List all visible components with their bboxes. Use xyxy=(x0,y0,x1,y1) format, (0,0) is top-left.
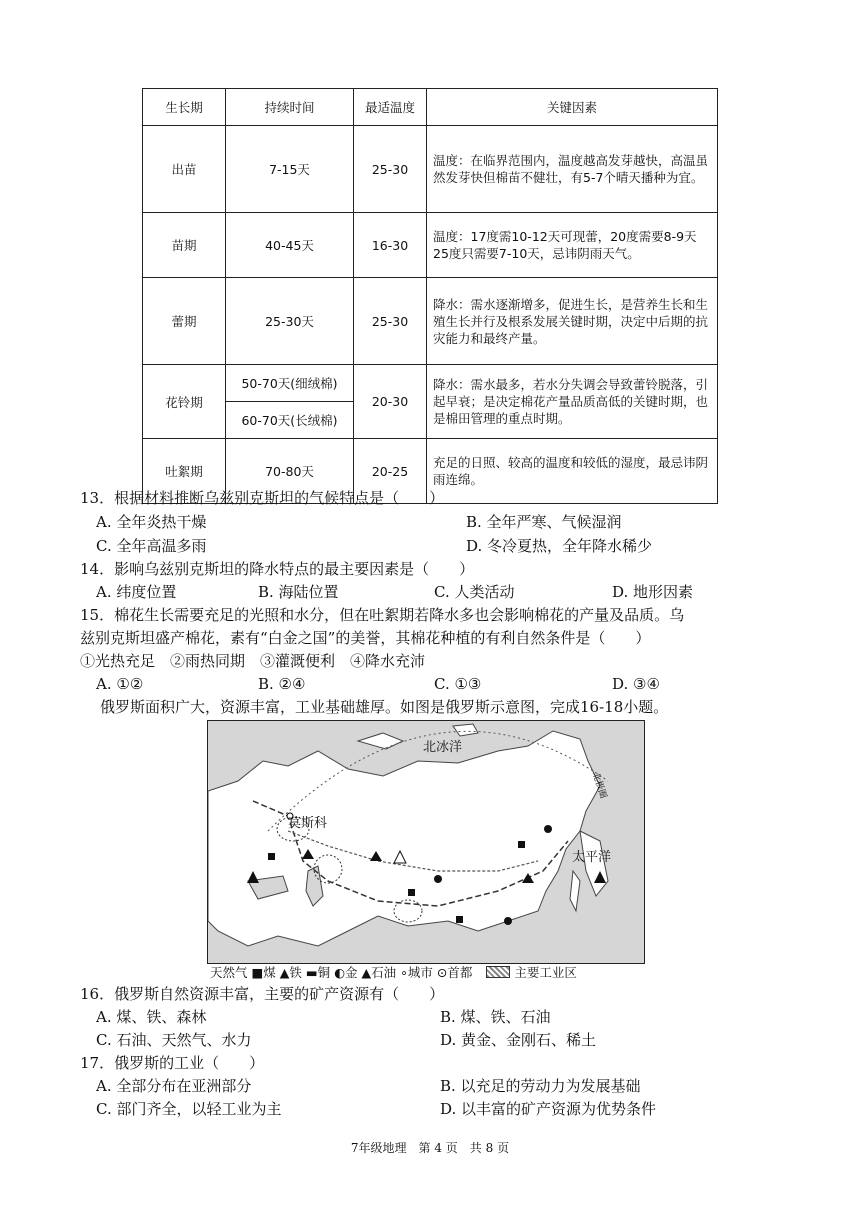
temp-cell: 25-30 xyxy=(354,278,427,365)
q16-option-a[interactable]: A. 煤、铁、森林 xyxy=(96,1008,207,1026)
q14-option-b[interactable]: B. 海陆位置 xyxy=(258,583,339,601)
q15-option-c[interactable]: C. ①③ xyxy=(434,675,482,693)
q15-option-b[interactable]: B. ②④ xyxy=(258,675,306,693)
q16-option-d[interactable]: D. 黄金、金刚石、稀土 xyxy=(440,1031,597,1049)
q17-option-b[interactable]: B. 以充足的劳动力为发展基础 xyxy=(440,1077,641,1095)
table-row xyxy=(143,126,718,213)
table-header-row xyxy=(143,89,718,126)
factor-cell: 温度：在临界范围内，温度越高发芽越快，高温虽然发芽快但棉苗不健壮，有5-7个晴天播种为宜。 xyxy=(427,126,718,213)
factor-cell: 温度：17度需10-12天可现蕾，20度需要8-9天25度只需要7-10天，忌讳阴雨天气。 xyxy=(427,213,718,278)
question-16-stem: 16．俄罗斯自然资源丰富，主要的矿产资源有（ ） xyxy=(80,985,445,1003)
stage-cell: 出苗 xyxy=(143,126,226,213)
arctic-circle-label: 北极圈 xyxy=(589,771,608,800)
coal-marker xyxy=(268,853,275,860)
temp-cell: 25-30 xyxy=(354,126,427,213)
q17-option-c[interactable]: C. 部门齐全，以轻工业为主 xyxy=(96,1100,282,1118)
russia-map-svg xyxy=(208,721,644,963)
moscow-label: 莫斯科 xyxy=(288,816,328,831)
question-15-stem-line2: 兹别克斯坦盛产棉花，素有“白金之国”的美誉，其棉花种植的有利自然条件是（ ） xyxy=(80,629,651,647)
gold-marker xyxy=(504,917,512,925)
q17-option-d[interactable]: D. 以丰富的矿产资源为优势条件 xyxy=(440,1100,657,1118)
russia-map xyxy=(207,720,645,964)
q15-option-d[interactable]: D. ③④ xyxy=(612,675,660,693)
q14-option-d[interactable]: D. 地形因素 xyxy=(612,583,694,601)
q16-option-b[interactable]: B. 煤、铁、石油 xyxy=(440,1008,551,1026)
q13-option-d[interactable]: D. 冬冷夏热，全年降水稀少 xyxy=(466,537,653,555)
factor-cell: 充足的日照、较高的温度和较低的湿度，最忌讳阴雨连绵。 xyxy=(427,439,718,504)
land-mass xyxy=(208,731,600,946)
gold-marker xyxy=(434,875,442,883)
header-temp: 最适温度 xyxy=(354,89,427,126)
temp-cell: 16-30 xyxy=(354,213,427,278)
stage-cell: 吐絮期 xyxy=(143,439,226,504)
q16-option-c[interactable]: C. 石油、天然气、水力 xyxy=(96,1031,252,1049)
header-stage: 生长期 xyxy=(143,89,226,126)
duration-cell: 60-70天(长绒棉) xyxy=(226,402,354,439)
question-17-stem: 17．俄罗斯的工业（ ） xyxy=(80,1054,265,1072)
q13-option-c[interactable]: C. 全年高温多雨 xyxy=(96,537,207,555)
factor-cell: 降水：需水最多，若水分失调会导致蕾铃脱落，引起早衰；是决定棉花产量品质高低的关键时期，也是棉田管理的重点时期。 xyxy=(427,365,718,439)
question-15-items: ①光热充足 ②雨热同期 ③灌溉便利 ④降水充沛 xyxy=(80,652,426,670)
duration-cell: 7-15天 xyxy=(226,126,354,213)
legend-symbols: 天然气 ■煤 ▲铁 ▬铜 ◐金 ▲石油 ∘城市 ⊙首都 xyxy=(210,965,473,980)
temp-cell: 20-30 xyxy=(354,365,427,439)
map-legend xyxy=(210,963,577,981)
cotton-growth-table xyxy=(142,88,718,504)
sakhalin xyxy=(570,871,580,911)
legend-zone-label: 主要工业区 xyxy=(514,965,577,980)
pacific-ocean-label: 太平洋 xyxy=(572,850,612,865)
gold-marker xyxy=(544,825,552,833)
arctic-ocean-label: 北冰洋 xyxy=(423,740,463,755)
stage-cell: 蕾期 xyxy=(143,278,226,365)
question-15-stem-line1: 15．棉花生长需要充足的光照和水分，但在吐絮期若降水多也会影响棉花的产量及品质。乌 xyxy=(80,606,685,624)
header-duration: 持续时间 xyxy=(226,89,354,126)
coal-marker xyxy=(518,841,525,848)
duration-cell: 70-80天 xyxy=(226,439,354,504)
coal-marker xyxy=(408,889,415,896)
legend-zone-swatch xyxy=(486,966,510,978)
duration-cell: 25-30天 xyxy=(226,278,354,365)
duration-cell: 40-45天 xyxy=(226,213,354,278)
stage-cell: 苗期 xyxy=(143,213,226,278)
coal-marker xyxy=(456,916,463,923)
question-13-stem: 13．根据材料推断乌兹别克斯坦的气候特点是（ ） xyxy=(80,489,445,507)
table-row xyxy=(143,213,718,278)
q17-option-a[interactable]: A. 全部分布在亚洲部分 xyxy=(96,1077,252,1095)
table-row xyxy=(143,278,718,365)
header-factor: 关键因素 xyxy=(427,89,718,126)
q15-option-a[interactable]: A. ①② xyxy=(96,675,144,693)
table-row xyxy=(143,365,718,402)
temp-cell: 20-25 xyxy=(354,439,427,504)
intro-16-18: 俄罗斯面积广大，资源丰富，工业基础雄厚。如图是俄罗斯示意图，完成16-18小题。 xyxy=(100,698,669,716)
q14-option-c[interactable]: C. 人类活动 xyxy=(434,583,515,601)
q14-option-a[interactable]: A. 纬度位置 xyxy=(96,583,177,601)
q13-option-b[interactable]: B. 全年严寒、气候湿润 xyxy=(466,513,622,531)
stage-cell: 花铃期 xyxy=(143,365,226,439)
page-footer: 7年级地理 第 4 页 共 8 页 xyxy=(350,1141,510,1155)
factor-cell: 降水：需水逐渐增多，促进生长，是营养生长和生殖生长并行及根系发展关键时期，决定中后期的抗灾能力和最终产量。 xyxy=(427,278,718,365)
duration-cell: 50-70天(细绒棉) xyxy=(226,365,354,402)
q13-option-a[interactable]: A. 全年炎热干燥 xyxy=(96,513,207,531)
question-14-stem: 14．影响乌兹别克斯坦的降水特点的最主要因素是（ ） xyxy=(80,560,475,578)
